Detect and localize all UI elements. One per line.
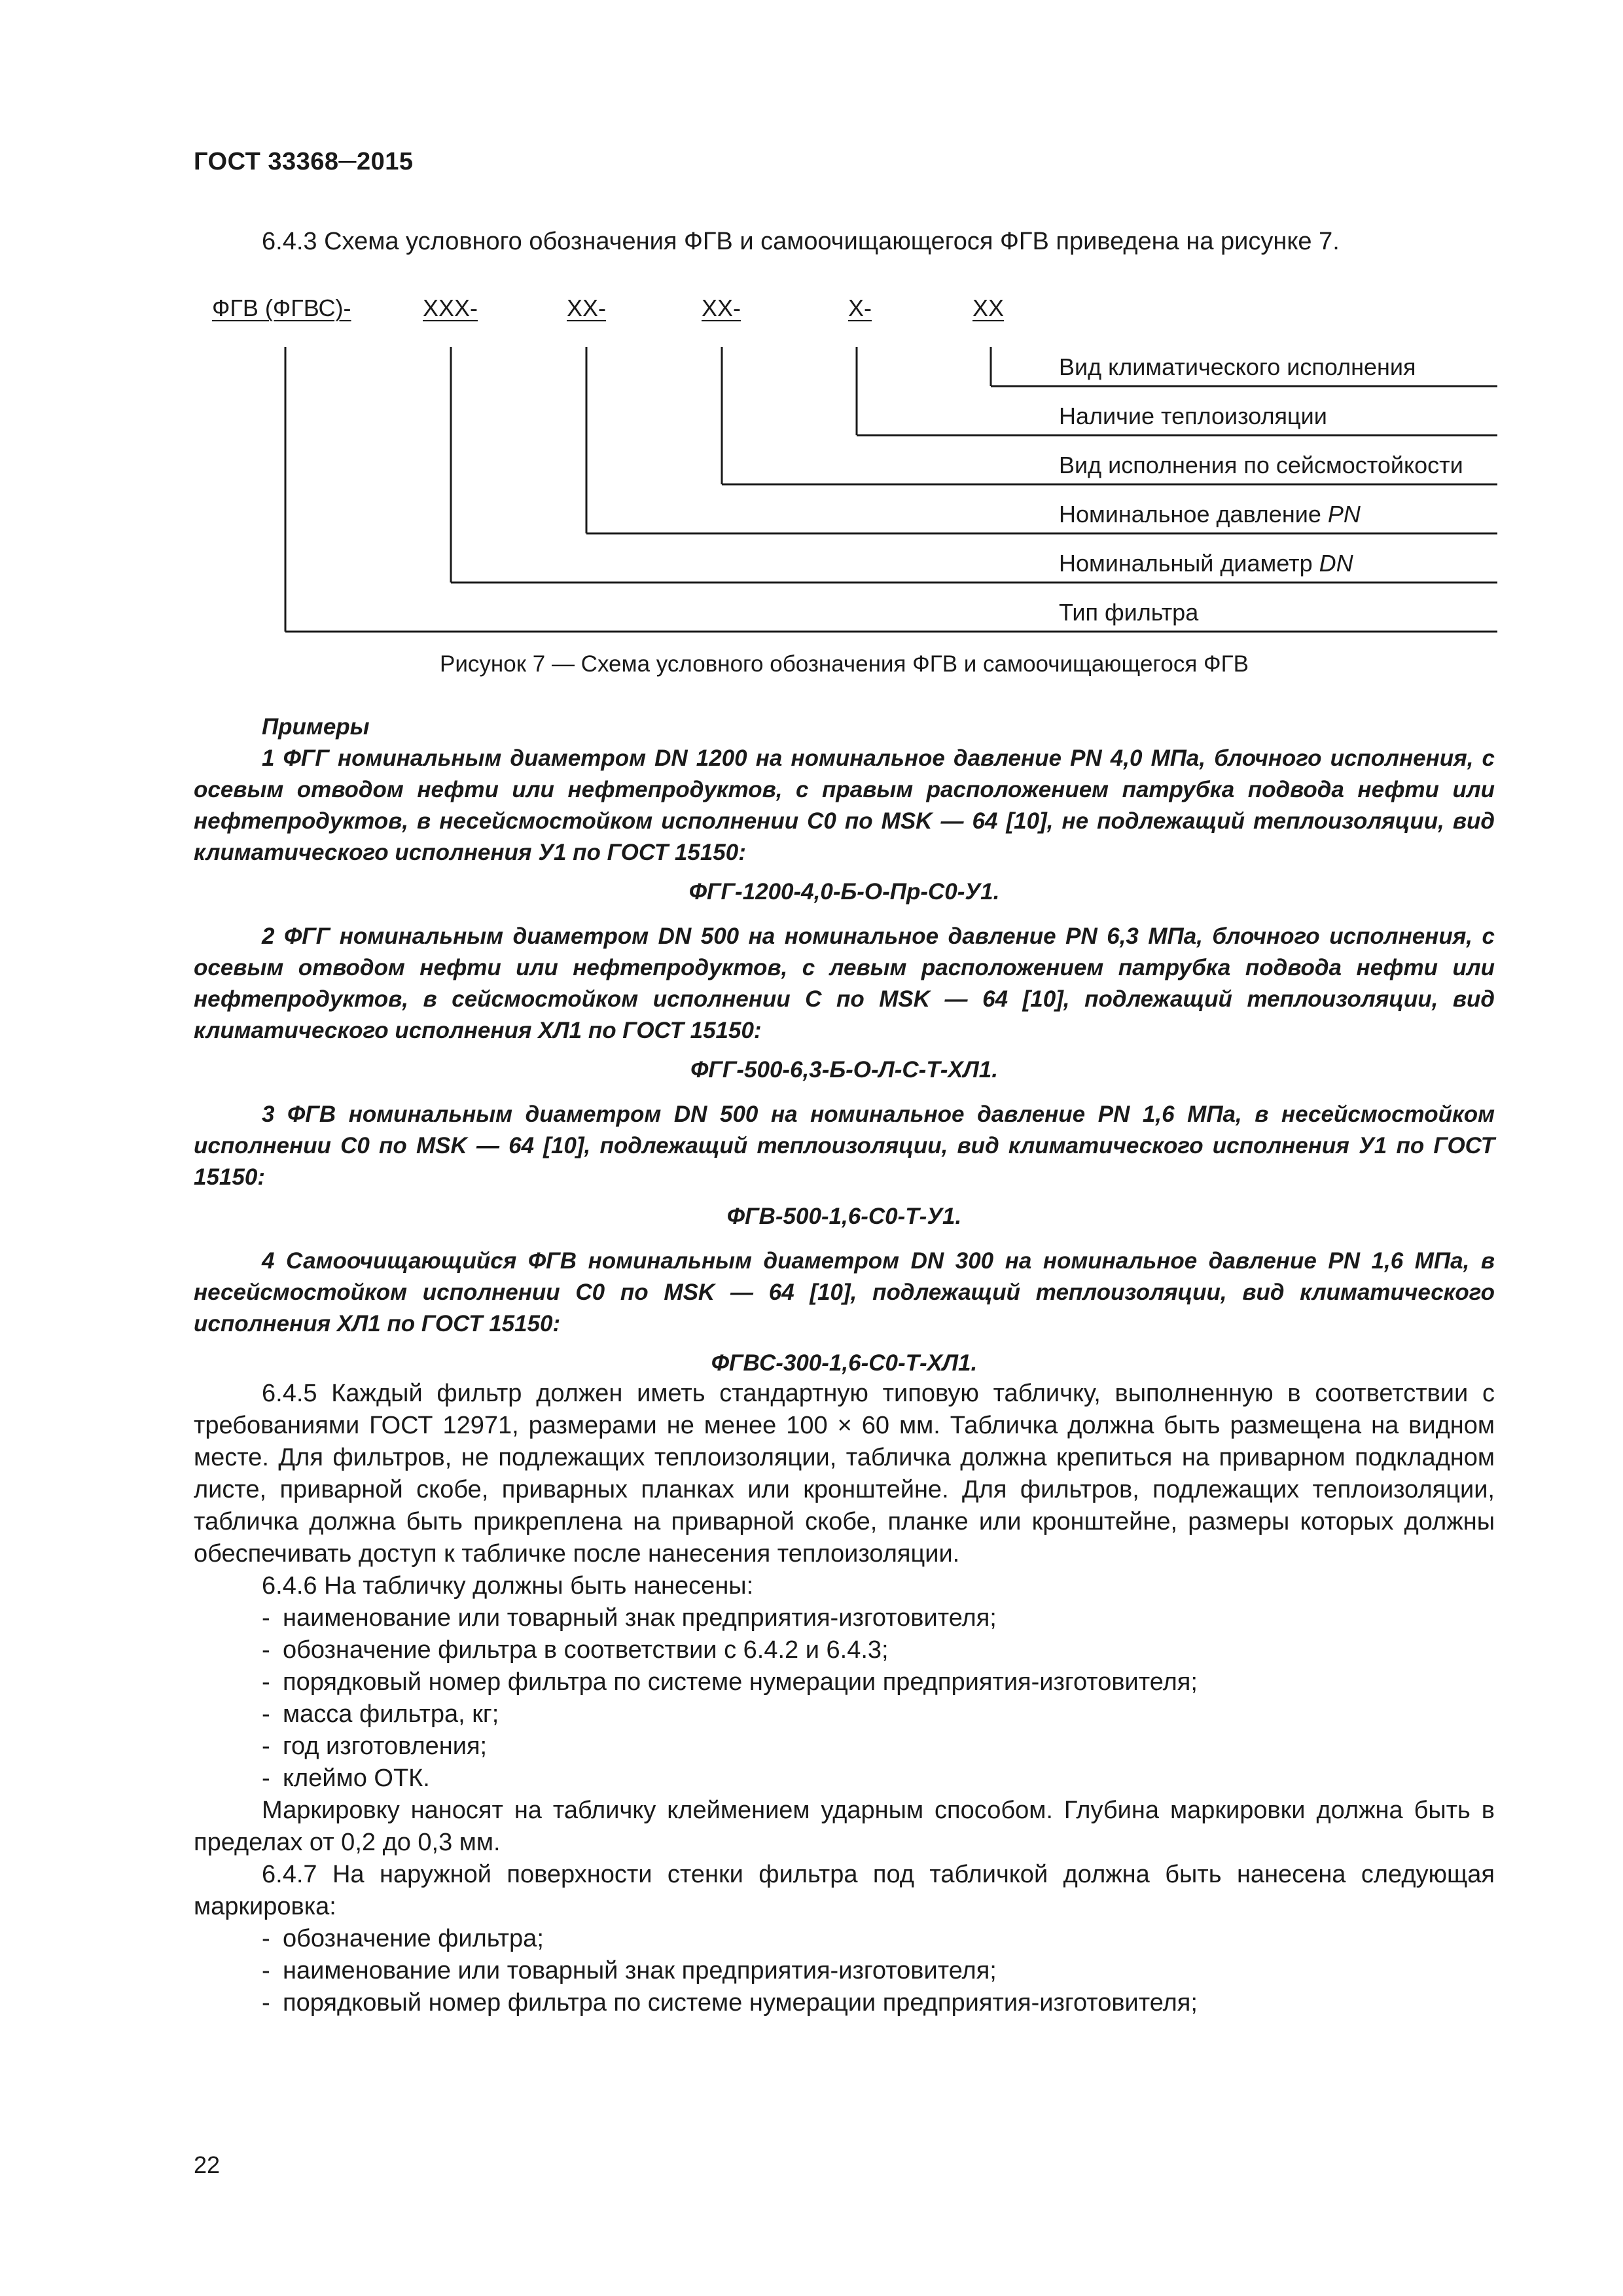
list-item: - наименование или товарный знак предприятия-изготовителя; (262, 1957, 997, 1984)
examples-block (194, 711, 1495, 1392)
list-item: - порядковый номер фильтра по системе нумерации предприятия-изготовителя; (262, 1668, 1198, 1696)
code-climate: XX (972, 295, 1005, 321)
list-item: - клеймо ОТК. (262, 1765, 430, 1792)
list-item: - наименование или товарный знак предприятия-изготовителя; (262, 1604, 997, 1632)
examples-title: Примеры (262, 714, 370, 740)
figure-caption: Рисунок 7 — Схема условного обозначения ФГВ и самоочищающегося ФГВ (440, 651, 1249, 677)
list-item: - обозначение фильтра в соответствии с 6.4.2 и 6.4.3; (262, 1636, 889, 1664)
example-2-code: ФГГ-500-6,3-Б-О-Л-С-Т-ХЛ1. (690, 1057, 998, 1083)
marking-paragraph: Маркировку наносят на табличку клеймением ударным способом. Глубина маркировки должна быть в пределах от 0,2 до 0,3 мм. (194, 1797, 1495, 1856)
designation-diagram (194, 295, 1503, 635)
example-2-text: 2 ФГГ номинальным диаметром DN 500 на номинальное давление PN 6,3 МПа, блочного исполнения, с осевым отводом нефти или нефтепродуктов, с левым расположением патрубка подвода нефти или нефтепродуктов, в сейсмостойком исполнении С по MSK — 64 [10], подлежащий теплоизоляции, вид климатического исполнения ХЛ1 по ГОСТ 15150: (194, 924, 1495, 1043)
code-dn: XXX- (423, 295, 478, 321)
code-insulation: X- (848, 295, 872, 321)
example-3-code: ФГВ-500-1,6-С0-Т-У1. (726, 1204, 962, 1229)
code-filter-type: ФГВ (ФГВС)- (212, 295, 351, 321)
section-6-4-5: 6.4.5 Каждый фильтр должен иметь стандартную типовую табличку, выполненную в соответствии с требованиями ГОСТ 12971, размерами не менее 100 × 60 мм. Табличка должна быть размещена на видном месте. Для фильтров, не подлежащих теплоизоляции, табличка должна крепиться на приварном подкладном листе, приварной скобе, приварных планках или кронштейне. Для фильтров, подлежащих теплоизоляции, табличка должна быть прикреплена на приварной скобе, планке или кронштейне, размеры которых должны обеспечивать доступ к табличке после нанесения теплоизоляции. (194, 1380, 1495, 1568)
legend-dn: Номинальный диаметр DN (1059, 550, 1353, 577)
example-1-code: ФГГ-1200-4,0-Б-О-Пр-С0-У1. (688, 879, 1000, 905)
list-item: - год изготовления; (262, 1732, 488, 1760)
intro-paragraph: 6.4.3 Схема условного обозначения ФГВ и самоочищающегося ФГВ приведена на рисунке 7. (262, 228, 1340, 255)
legend-seismic: Вид исполнения по сейсмостойкости (1059, 452, 1463, 478)
list-item: - порядковый номер фильтра по системе нумерации предприятия-изготовителя; (262, 1989, 1198, 2017)
page-number: 22 (194, 2151, 221, 2178)
legend-climate: Вид климатического исполнения (1059, 353, 1416, 380)
list-item: - обозначение фильтра; (262, 1925, 544, 1952)
example-3-text: 3 ФГВ номинальным диаметром DN 500 на номинальное давление PN 1,6 МПа, в несейсмостойком исполнении С0 по MSK — 64 [10], подлежащий теплоизоляции, вид климатического исполнения У1 по ГОСТ 15150: (194, 1102, 1495, 1190)
example-4-code: ФГВС-300-1,6-С0-Т-ХЛ1. (711, 1350, 978, 1376)
list-item: - масса фильтра, кг; (262, 1700, 499, 1728)
legend-insulation: Наличие теплоизоляции (1059, 403, 1327, 429)
document-header: ГОСТ 33368─2015 (194, 148, 414, 175)
code-seismic: XX- (702, 295, 741, 321)
example-1-text: 1 ФГГ номинальным диаметром DN 1200 на номинальное давление PN 4,0 МПа, блочного исполнения, с осевым отводом нефти или нефтепродуктов, с правым расположением патрубка подвода нефти или нефтепродуктов, в несейсмостойком исполнении С0 по MSK — 64 [10], не подлежащий теплоизоляции, вид климатического исполнения У1 по ГОСТ 15150: (194, 745, 1495, 865)
body-sections (194, 1378, 1495, 2019)
section-6-4-7: 6.4.7 На наружной поверхности стенки фильтра под табличкой должна быть нанесена следующая маркировка: (194, 1861, 1495, 1920)
legend-pn: Номинальное давление PN (1059, 501, 1361, 528)
legend-filter-type: Тип фильтра (1059, 599, 1199, 626)
example-4-text: 4 Самоочищающийся ФГВ номинальным диаметром DN 300 на номинальное давление PN 1,6 МПа, в несейсмостойком исполнении С0 по MSK — 64 [10], подлежащий теплоизоляции, вид климатического исполнения ХЛ1 по ГОСТ 15150: (194, 1248, 1495, 1336)
code-pn: XX- (567, 295, 607, 321)
section-6-4-6: 6.4.6 На табличку должны быть нанесены: (262, 1572, 754, 1600)
